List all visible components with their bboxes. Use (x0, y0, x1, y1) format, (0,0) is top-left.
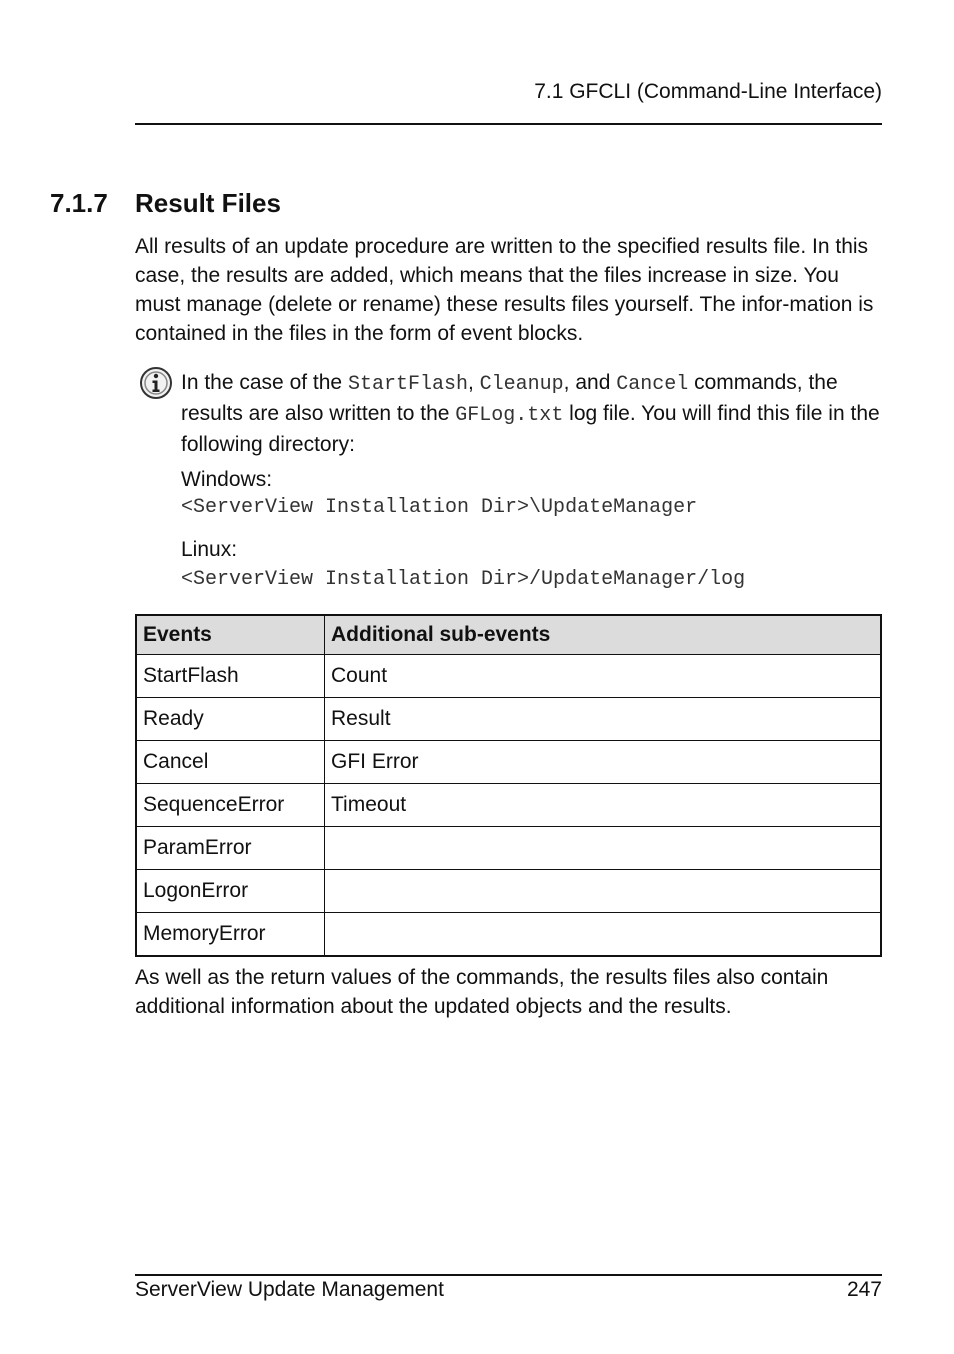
column-header-events: Events (136, 615, 325, 655)
note-text-part: commands, the results are also written to the (181, 371, 838, 425)
command-startflash: StartFlash (347, 373, 468, 396)
event-cell: Ready (136, 698, 325, 741)
linux-label: Linux: (181, 538, 238, 561)
sub-event-cell (325, 870, 882, 913)
sub-event-cell (325, 913, 882, 957)
note-text-part: log file. You will find this file in the following directory: (181, 402, 880, 456)
closing-paragraph: As well as the return values of the commands, the results files also contain additional information about the updated objects and the results. (135, 966, 829, 1018)
table-header-row (136, 615, 881, 655)
sub-event-cell: GFI Error (325, 741, 882, 784)
note-text-part: , and (563, 371, 617, 394)
table-row (136, 913, 881, 957)
section-number: 7.1.7 (50, 188, 108, 218)
sub-event-cell (325, 827, 882, 870)
header-rule (135, 123, 882, 125)
info-icon (139, 366, 173, 400)
table-row (136, 655, 881, 698)
windows-label: Windows: (181, 468, 273, 491)
table-row (136, 698, 881, 741)
footer-title: ServerView Update Management (135, 1278, 444, 1301)
footer-rule (135, 1274, 882, 1276)
event-cell: Cancel (136, 741, 325, 784)
event-cell: LogonError (136, 870, 325, 913)
page-number: 247 (846, 1278, 882, 1301)
sub-event-cell: Timeout (325, 784, 882, 827)
table-row (136, 870, 881, 913)
note-text (181, 368, 881, 459)
running-header: 7.1 GFCLI (Command-Line Interface) (534, 80, 882, 103)
events-table (135, 614, 882, 957)
windows-path: <ServerView Installation Dir>\UpdateManager (181, 496, 698, 519)
event-cell: StartFlash (136, 655, 325, 698)
note-text-part: , (467, 371, 480, 394)
event-cell: SequenceError (136, 784, 325, 827)
sub-event-cell: Result (325, 698, 882, 741)
command-cleanup: Cleanup (479, 373, 564, 396)
table-row (136, 784, 881, 827)
linux-path: <ServerView Installation Dir>/UpdateManager/log (181, 568, 746, 591)
table-row (136, 827, 881, 870)
section-title: Result Files (135, 188, 281, 218)
intro-paragraph: All results of an update procedure are written to the specified results file. In this case, the results are added, which means that the files increase in size. You must manage (delete or rename) these results files yourself. The infor-mation is contained in the files in the form of event blocks. (135, 235, 874, 345)
note-text-part: In the case of the (181, 371, 348, 394)
table-row (136, 741, 881, 784)
event-cell: MemoryError (136, 913, 325, 957)
command-cancel: Cancel (616, 373, 689, 396)
log-file-name: GFLog.txt (455, 404, 564, 427)
column-header-sub-events: Additional sub-events (325, 615, 882, 655)
event-cell: ParamError (136, 827, 325, 870)
sub-event-cell: Count (325, 655, 882, 698)
